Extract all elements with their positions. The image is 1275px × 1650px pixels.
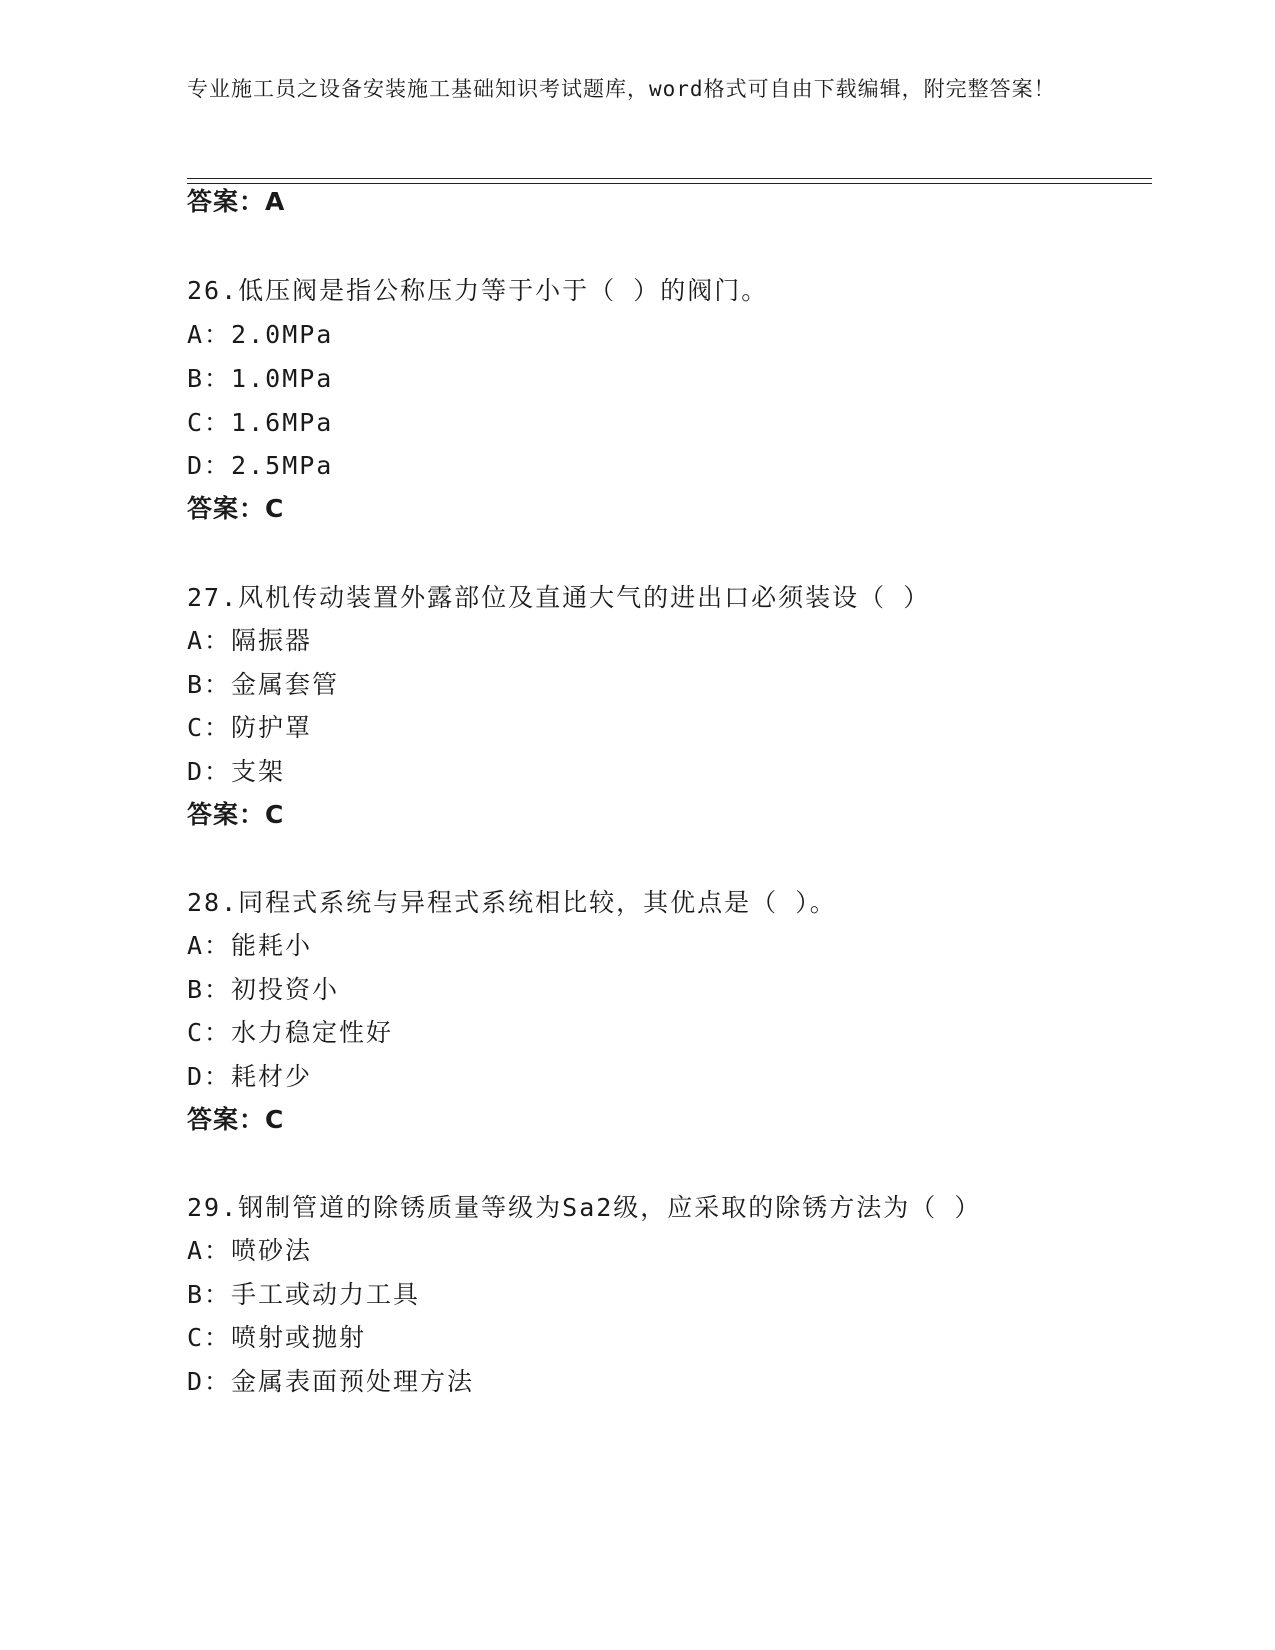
header-divider-bottom [187, 183, 1152, 184]
question-29-option-d: D：金属表面预处理方法 [187, 1367, 475, 1396]
question-29-stem: 29.钢制管道的除锈质量等级为Sa2级，应采取的除锈方法为（ ） [187, 1193, 982, 1222]
document-header: 专业施工员之设备安装施工基础知识考试题库，word格式可自由下载编辑，附完整答案！ [187, 77, 1056, 101]
question-27-option-d: D：支架 [187, 757, 286, 786]
question-27-option-a: A：隔振器 [187, 626, 313, 655]
question-29-option-c: C：喷射或抛射 [187, 1323, 367, 1352]
question-27-answer: 答案：C [187, 800, 285, 829]
question-28-stem: 28.同程式系统与异程式系统相比较，其优点是（ ）。 [187, 888, 837, 917]
question-28-option-a: A：能耗小 [187, 931, 313, 960]
question-29-option-b: B：手工或动力工具 [187, 1280, 421, 1309]
question-26-option-d: D：2.5MPa [187, 451, 334, 480]
question-27-stem: 27.风机传动装置外露部位及直通大气的进出口必须装设（ ） [187, 583, 931, 612]
question-27-option-c: C：防护罩 [187, 713, 313, 742]
question-28-answer: 答案：C [187, 1105, 285, 1134]
answer-prev: 答案：A [187, 187, 286, 216]
question-28-option-d: D：耗材少 [187, 1062, 313, 1091]
question-26-stem: 26.低压阀是指公称压力等于小于（ ）的阀门。 [187, 276, 769, 305]
question-29-option-a: A：喷砂法 [187, 1236, 313, 1265]
question-28-option-c: C：水力稳定性好 [187, 1018, 394, 1047]
question-28-option-b: B：初投资小 [187, 975, 340, 1004]
question-26-option-a: A：2.0MPa [187, 320, 334, 349]
question-26-answer: 答案：C [187, 494, 285, 523]
question-27-option-b: B：金属套管 [187, 670, 340, 699]
header-divider-top [187, 178, 1152, 179]
question-26-option-b: B：1.0MPa [187, 364, 334, 393]
question-26-option-c: C：1.6MPa [187, 408, 334, 437]
